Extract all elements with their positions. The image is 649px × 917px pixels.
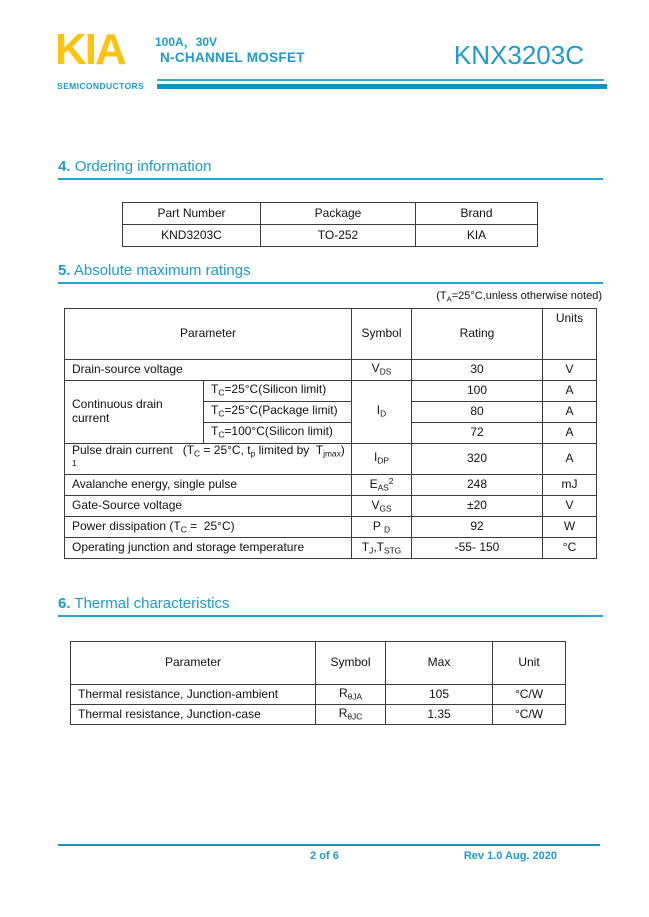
max-cell: 105 <box>386 685 493 705</box>
units-cell: A <box>543 444 597 475</box>
units-cell: °C <box>543 538 597 559</box>
table-row-operating-temperature <box>65 538 597 559</box>
rating-cell: 248 <box>412 475 543 496</box>
symbol-cell: P $_D$ <box>352 517 412 538</box>
rating-cell: 80 <box>412 402 543 423</box>
column-header-package: Package <box>261 203 416 225</box>
units-cell: mJ <box>543 475 597 496</box>
condition-cell: $T_C=25^\circ C(Package$ limit) <box>204 402 352 423</box>
unit-cell: °C/W <box>493 705 566 725</box>
rating-cell: 100 <box>412 381 543 402</box>
rating-cell: ±20 <box>412 496 543 517</box>
units-cell: V <box>543 360 597 381</box>
symbol-cell: $I_{DP}$ <box>352 444 412 475</box>
rating-cell: -55- 150 <box>412 538 543 559</box>
revision-label: Rev 1.0 Aug. 2020 <box>463 850 557 862</box>
brand-cell: KIA <box>416 225 538 247</box>
parameter-cell: Operating junction and storage temperature <box>65 538 352 559</box>
footer-rule <box>58 844 600 846</box>
column-header-brand: Brand <box>416 203 538 225</box>
table-header-row <box>65 309 597 360</box>
symbol-cell: $V_{DS}$ <box>352 360 412 381</box>
rating-cell: 320 <box>412 444 543 475</box>
section-number: 6. <box>58 595 71 612</box>
symbol-cell: $R_{\theta JA}$ <box>316 685 386 705</box>
device-type: N-CHANNEL MOSFET <box>160 50 305 65</box>
section-title: Ordering information <box>74 158 212 175</box>
conditions-note: ($T_A=25^\circ C,unless$ otherwise noted) <box>436 290 602 304</box>
symbol-cell: $T_J,T_{STG}$ <box>352 538 412 559</box>
symbol-cell: $R_{\theta JC}$ <box>316 705 386 725</box>
parameter-cell: Thermal resistance, Junction-case <box>71 705 316 725</box>
rating-cell: 92 <box>412 517 543 538</box>
rating-cell: 30 <box>412 360 543 381</box>
section-number: 4. <box>58 158 71 175</box>
section-title: Thermal characteristics <box>74 595 230 612</box>
table-row-gate-source-voltage <box>65 496 597 517</box>
table-row-continuous-drain-current-1 <box>65 381 597 402</box>
section-number: 5. <box>58 262 71 279</box>
table-header-row <box>71 642 566 685</box>
header-rule-thick <box>157 84 607 89</box>
parameter-cell: Avalanche energy, single pulse <box>65 475 352 496</box>
part-number-cell: KND3203C <box>123 225 261 247</box>
column-header-parameter: Parameter <box>71 642 316 685</box>
symbol-cell: $E_{AS}^2$ <box>352 475 412 496</box>
page-number: 2 of 6 <box>310 850 339 862</box>
units-cell: A <box>543 423 597 444</box>
parameter-cell: Continuous drain current <box>65 381 204 444</box>
section-title: Absolute maximum ratings <box>73 262 251 279</box>
parameter-cell: Power dissipation $(T_C = 25^\circ C)$ <box>65 517 352 538</box>
column-header-max: Max <box>386 642 493 685</box>
column-header-unit: Unit <box>493 642 566 685</box>
ordering-table <box>122 202 538 247</box>
section-heading-ratings <box>58 262 603 284</box>
section-heading-thermal <box>58 595 603 617</box>
condition-cell: $T_C=100^\circ C(Silicon$ limit) <box>204 423 352 444</box>
package-cell: TO-252 <box>261 225 416 247</box>
symbol-cell: $I_D$ <box>352 381 412 444</box>
units-cell: W <box>543 517 597 538</box>
units-cell: A <box>543 402 597 423</box>
thermal-characteristics-table <box>70 641 566 725</box>
logo-subtext: SEMICONDUCTORS <box>57 81 145 91</box>
condition-cell: $T_C=25^\circ C(Silicon$ limit) <box>204 381 352 402</box>
kia-logo: KIA <box>55 25 125 74</box>
rating-cell: 72 <box>412 423 543 444</box>
device-rating: 100A，30V <box>155 35 218 49</box>
parameter-cell: Drain-source voltage <box>65 360 352 381</box>
column-header-parameter: Parameter <box>65 309 352 360</box>
parameter-cell: Pulse drain current ($T_C = 25^\circ C$, $t_p$ limited by $T_{jmax}$) $^1$ <box>65 444 352 475</box>
column-header-part-number: Part Number <box>123 203 261 225</box>
units-cell: V <box>543 496 597 517</box>
table-row-avalanche-energy <box>65 475 597 496</box>
table-row-junction-ambient <box>71 685 566 705</box>
column-header-symbol: Symbol <box>352 309 412 360</box>
parameter-cell: Gate-Source voltage <box>65 496 352 517</box>
section-heading-ordering <box>58 158 603 180</box>
column-header-units: Units <box>543 309 597 360</box>
table-header-row <box>123 203 538 225</box>
table-row-junction-case <box>71 705 566 725</box>
table-row-drain-source-voltage <box>65 360 597 381</box>
header-rule-thin <box>157 79 604 81</box>
column-header-rating: Rating <box>412 309 543 360</box>
table-row-pulse-drain-current <box>65 444 597 475</box>
parameter-cell: Thermal resistance, Junction-ambient <box>71 685 316 705</box>
table-row-power-dissipation <box>65 517 597 538</box>
column-header-symbol: Symbol <box>316 642 386 685</box>
units-cell: A <box>543 381 597 402</box>
table-row <box>123 225 538 247</box>
part-number-title: KNX3203C <box>453 40 584 70</box>
absolute-maximum-ratings-table <box>64 308 597 559</box>
symbol-cell: $V_{GS}$ <box>352 496 412 517</box>
max-cell: 1.35 <box>386 705 493 725</box>
unit-cell: °C/W <box>493 685 566 705</box>
